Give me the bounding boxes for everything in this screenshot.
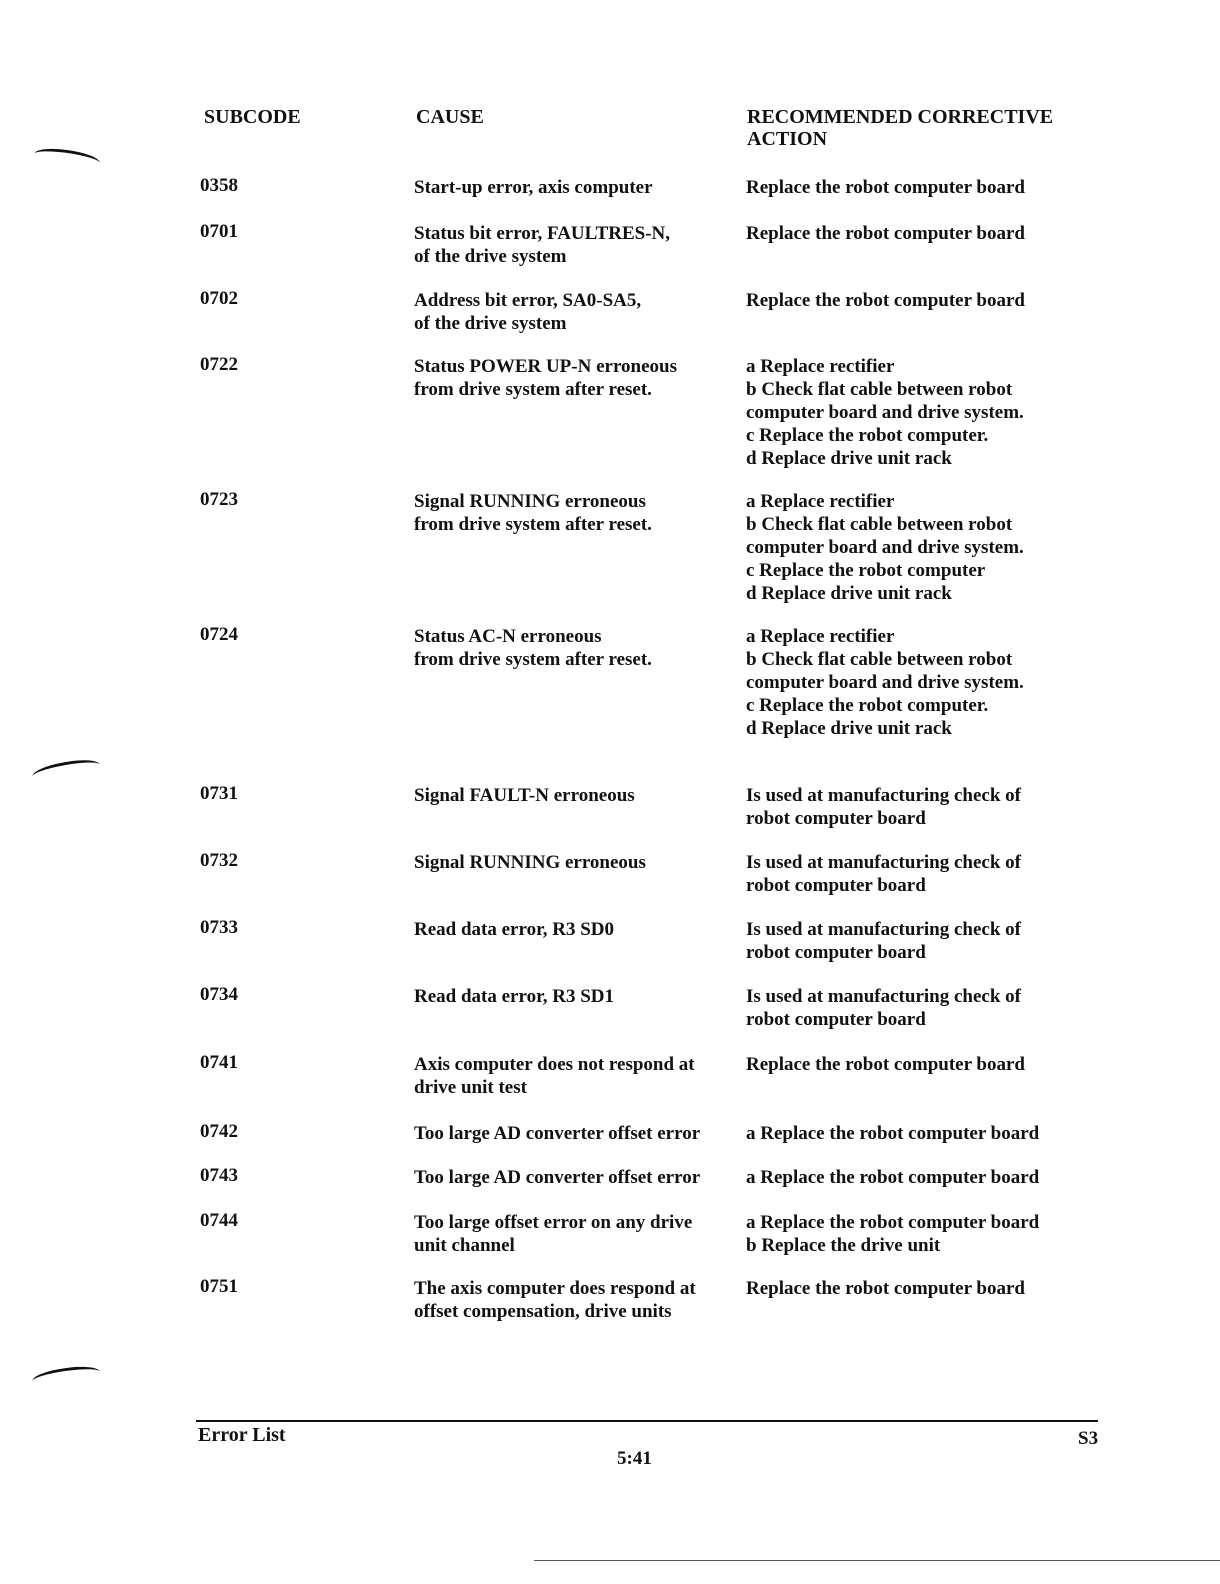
subcode-cell: 0723 xyxy=(200,489,238,510)
margin-mark xyxy=(31,1363,101,1389)
subcode-cell: 0742 xyxy=(200,1121,238,1142)
footer-page-number: 5:41 xyxy=(617,1448,652,1469)
subcode-cell: 0702 xyxy=(200,288,238,309)
cause-line: Too large offset error on any drive xyxy=(414,1212,693,1233)
subcode-cell: 0741 xyxy=(200,1052,238,1073)
action-line: computer board and drive system. xyxy=(746,672,1024,693)
action-line: a Replace rectifier xyxy=(746,356,895,377)
action-cell xyxy=(746,176,1086,199)
action-cell xyxy=(746,1166,1086,1189)
action-line: d Replace drive unit rack xyxy=(746,718,952,739)
action-cell xyxy=(746,851,1086,897)
action-line: Is used at manufacturing check of xyxy=(746,986,1021,1007)
cause-cell xyxy=(414,490,734,536)
action-cell xyxy=(746,918,1086,964)
action-line: computer board and drive system. xyxy=(746,402,1024,423)
cause-line: from drive system after reset. xyxy=(414,379,652,400)
cause-line: Signal RUNNING erroneous xyxy=(414,491,646,512)
subcode-cell: 0358 xyxy=(200,175,238,196)
action-line: Replace the robot computer board xyxy=(746,1054,1025,1075)
header-action xyxy=(747,106,1087,150)
action-line: Is used at manufacturing check of xyxy=(746,919,1021,940)
margin-mark xyxy=(33,145,101,171)
cause-line: Address bit error, SA0-SA5, xyxy=(414,290,642,311)
action-cell xyxy=(746,985,1086,1031)
cause-cell xyxy=(414,985,734,1008)
cause-line: drive unit test xyxy=(414,1077,527,1098)
action-line: robot computer board xyxy=(746,1009,926,1030)
cause-cell xyxy=(414,851,734,874)
action-line: d Replace drive unit rack xyxy=(746,448,952,469)
cause-line: Signal RUNNING erroneous xyxy=(414,852,646,873)
action-line: c Replace the robot computer. xyxy=(746,695,989,716)
cause-cell xyxy=(414,1053,734,1099)
action-cell xyxy=(746,490,1086,605)
cause-line: from drive system after reset. xyxy=(414,514,652,535)
header-subcode: SUBCODE xyxy=(204,106,301,128)
cause-line: Read data error, R3 SD1 xyxy=(414,986,615,1007)
margin-mark xyxy=(31,756,101,785)
action-cell xyxy=(746,1122,1086,1145)
action-cell xyxy=(746,1277,1086,1300)
action-line: b Check flat cable between robot xyxy=(746,649,1013,670)
cause-line: The axis computer does respond at xyxy=(414,1278,696,1299)
cause-cell xyxy=(414,1211,734,1257)
footer-section: S3 xyxy=(1078,1428,1099,1449)
subcode-cell: 0743 xyxy=(200,1165,238,1186)
subcode-cell: 0722 xyxy=(200,354,238,375)
action-line: a Replace the robot computer board xyxy=(746,1212,1040,1233)
subcode-cell: 0731 xyxy=(200,783,238,804)
cause-cell xyxy=(414,355,734,401)
subcode-cell: 0751 xyxy=(200,1276,238,1297)
cause-line: Too large AD converter offset error xyxy=(414,1167,701,1188)
cause-line: from drive system after reset. xyxy=(414,649,652,670)
action-line: Is used at manufacturing check of xyxy=(746,785,1021,806)
cause-cell xyxy=(414,222,734,268)
action-cell xyxy=(746,625,1086,740)
action-line: Is used at manufacturing check of xyxy=(746,852,1021,873)
subcode-cell: 0732 xyxy=(200,850,238,871)
subcode-cell: 0701 xyxy=(200,221,238,242)
cause-cell xyxy=(414,1122,734,1145)
action-line: computer board and drive system. xyxy=(746,537,1024,558)
header-action-line: RECOMMENDED CORRECTIVE xyxy=(747,106,1054,128)
action-line: b Replace the drive unit xyxy=(746,1235,941,1256)
cause-cell xyxy=(414,918,734,941)
cause-line: Status bit error, FAULTRES-N, xyxy=(414,223,670,244)
cause-line: Start-up error, axis computer xyxy=(414,177,653,198)
action-line: robot computer board xyxy=(746,808,926,829)
cause-cell xyxy=(414,176,734,199)
bottom-edge-line xyxy=(534,1560,1220,1561)
action-line: Replace the robot computer board xyxy=(746,290,1025,311)
action-line: a Replace the robot computer board xyxy=(746,1167,1040,1188)
action-line: c Replace the robot computer xyxy=(746,560,986,581)
subcode-cell: 0724 xyxy=(200,624,238,645)
action-line: c Replace the robot computer. xyxy=(746,425,989,446)
action-line: Replace the robot computer board xyxy=(746,177,1025,198)
action-cell xyxy=(746,1053,1086,1076)
action-line: robot computer board xyxy=(746,875,926,896)
action-line: a Replace rectifier xyxy=(746,491,895,512)
action-line: b Check flat cable between robot xyxy=(746,379,1013,400)
header-cause: CAUSE xyxy=(416,106,484,128)
action-line: Replace the robot computer board xyxy=(746,1278,1025,1299)
cause-line: Too large AD converter offset error xyxy=(414,1123,701,1144)
action-line: a Replace rectifier xyxy=(746,626,895,647)
action-line: b Check flat cable between robot xyxy=(746,514,1013,535)
cause-cell xyxy=(414,289,734,335)
subcode-cell: 0734 xyxy=(200,984,238,1005)
cause-cell xyxy=(414,1277,734,1323)
cause-line: Status POWER UP-N erroneous xyxy=(414,356,678,377)
cause-line: offset compensation, drive units xyxy=(414,1301,672,1322)
action-line: Replace the robot computer board xyxy=(746,223,1025,244)
action-cell xyxy=(746,355,1086,470)
action-cell xyxy=(746,1211,1086,1257)
subcode-cell: 0744 xyxy=(200,1210,238,1231)
action-line: robot computer board xyxy=(746,942,926,963)
cause-line: Read data error, R3 SD0 xyxy=(414,919,615,940)
header-action-line: ACTION xyxy=(747,128,828,150)
cause-line: Status AC-N erroneous xyxy=(414,626,602,647)
cause-cell xyxy=(414,1166,734,1189)
action-line: d Replace drive unit rack xyxy=(746,583,952,604)
cause-line: of the drive system xyxy=(414,246,567,267)
cause-line: unit channel xyxy=(414,1235,515,1256)
cause-cell xyxy=(414,784,734,807)
footer-rule xyxy=(196,1420,1098,1422)
cause-line: of the drive system xyxy=(414,313,567,334)
subcode-cell: 0733 xyxy=(200,917,238,938)
footer-title: Error List xyxy=(198,1424,286,1446)
action-cell xyxy=(746,289,1086,312)
cause-line: Axis computer does not respond at xyxy=(414,1054,695,1075)
cause-cell xyxy=(414,625,734,671)
action-cell xyxy=(746,784,1086,830)
action-line: a Replace the robot computer board xyxy=(746,1123,1040,1144)
cause-line: Signal FAULT-N erroneous xyxy=(414,785,635,806)
action-cell xyxy=(746,222,1086,245)
